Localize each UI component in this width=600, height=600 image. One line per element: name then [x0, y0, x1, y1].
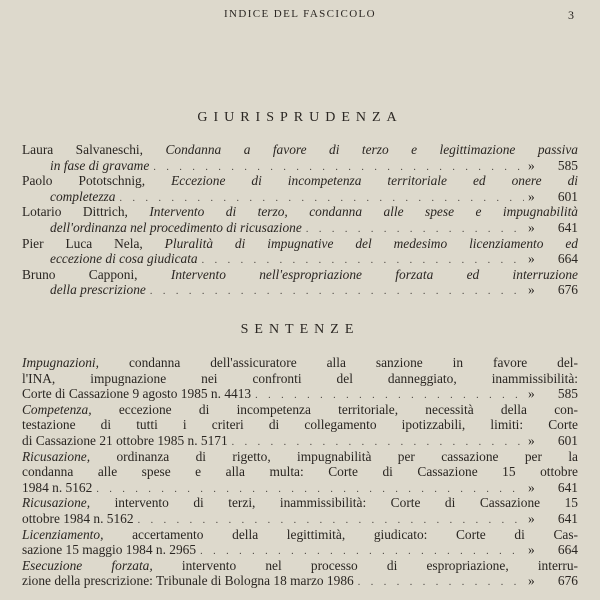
sentenze-list	[22, 355, 578, 589]
page-ref: 641	[557, 510, 578, 526]
article-title: Intervento di terzo, condanna alle spese e impugnabilità	[149, 204, 578, 220]
ditto-mark: »	[528, 157, 535, 173]
page-ref: 664	[557, 542, 578, 558]
ditto-mark: »	[528, 479, 535, 495]
entry-text: ordinanza di rigetto, impugnabilità per cassazione per la	[116, 448, 578, 464]
running-head	[0, 8, 600, 24]
entry-text: di Cassazione 21 ottobre 1985 n. 5171	[22, 432, 228, 448]
author-name: Pier Luca Nela,	[22, 235, 143, 251]
article-title: Pluralità di impugnative del medesimo licenziamento ed	[164, 235, 578, 251]
ditto-mark: »	[528, 573, 535, 589]
entry-text: testazione di tutti i criteri di collegamento ipotizzabili, limiti: Corte	[22, 417, 578, 433]
article-title: Condanna a favore di terzo e legittimazione passiva	[165, 142, 578, 157]
list-item	[22, 355, 578, 402]
list-item	[22, 402, 578, 449]
article-title: Intervento nell'espropriazione forzata ed interruzione	[170, 266, 578, 282]
entry-text: intervento nel processo di espropriazione, interru-	[181, 557, 578, 573]
list-item	[22, 495, 578, 526]
dot-leader	[150, 284, 524, 300]
author-name: Bruno Capponi,	[22, 266, 138, 282]
entry-term: Ricusazione,	[22, 448, 91, 464]
section-heading-sentenze: SENTENZE	[240, 322, 360, 337]
entry-term: Licenziamento,	[22, 526, 104, 542]
page-ref: 601	[557, 188, 578, 204]
article-title-continued: della prescrizione	[50, 282, 146, 298]
page-ref: 601	[557, 432, 578, 448]
author-name: Paolo Pototschnig,	[22, 173, 146, 189]
entry-text: condanna alle spese e alla multa: Corte di Cassazione 15 ottobre	[22, 464, 578, 480]
entry-text: intervento di terzi, inammissibilità: Corte di Cassazione 15	[114, 495, 578, 511]
entry-text: sazione 15 maggio 1984 n. 2965	[22, 542, 197, 558]
author-name: Laura Salvaneschi,	[22, 142, 143, 157]
entry-term: Ricusazione,	[22, 495, 91, 511]
entry-text: Corte di Cassazione 9 agosto 1985 n. 4413	[22, 386, 252, 402]
article-title: Eccezione di incompetenza territoriale ed onere di	[171, 173, 578, 189]
entry-text: ottobre 1984 n. 5162	[22, 510, 134, 526]
ditto-mark: »	[528, 219, 535, 235]
list-item	[22, 142, 578, 173]
page-ref: 676	[557, 573, 578, 589]
ditto-mark: »	[528, 386, 535, 402]
entry-text: eccezione di incompetenza territoriale, necessità della con-	[118, 401, 578, 417]
page-ref: 676	[557, 282, 578, 298]
ditto-mark: »	[528, 282, 535, 298]
page-ref: 641	[557, 219, 578, 235]
entry-text: zione della prescrizione: Tribunale di Bologna 18 marzo 1986	[22, 573, 354, 589]
entry-text: 1984 n. 5162	[22, 479, 93, 495]
entry-text: accertamento della legittimità, giudicato: Corte di Cas-	[132, 526, 579, 542]
entry-term: Impugnazioni,	[22, 355, 99, 370]
ditto-mark: »	[528, 510, 535, 526]
article-title-continued: completezza	[50, 188, 116, 204]
giurisprudenza-list	[22, 142, 578, 298]
article-title-continued: eccezione di cosa giudicata	[50, 251, 198, 267]
entry-text: l'INA, impugnazione nei confronti del danneggiato, inammissibilità:	[22, 370, 578, 386]
entry-term: Esecuzione forzata,	[22, 557, 153, 573]
list-item	[22, 527, 578, 558]
list-item	[22, 558, 578, 589]
list-item	[22, 236, 578, 267]
page-ref: 585	[557, 157, 578, 173]
list-item	[22, 449, 578, 496]
ditto-mark: »	[528, 432, 535, 448]
list-item	[22, 173, 578, 204]
list-item	[22, 204, 578, 235]
ditto-mark: »	[528, 188, 535, 204]
article-title-continued: dell'ordinanza nel procedimento di ricusazione	[50, 219, 302, 235]
author-name: Lotario Dittrich,	[22, 204, 128, 220]
ditto-mark: »	[528, 251, 535, 267]
page-ref: 641	[557, 479, 578, 495]
article-title-continued: in fase di gravame	[50, 157, 150, 173]
running-title: INDICE DEL FASCICOLO	[223, 8, 377, 20]
entry-text: condanna dell'assicuratore alla sanzione in favore del-	[128, 355, 578, 370]
entry-term: Competenza,	[22, 401, 92, 417]
page-ref: 664	[557, 251, 578, 267]
section-heading-giurisprudenza: GIURISPRUDENZA	[197, 110, 403, 125]
page-number: 3	[568, 8, 574, 22]
ditto-mark: »	[528, 542, 535, 558]
list-item	[22, 267, 578, 298]
page-ref: 585	[557, 386, 578, 402]
dot-leader	[358, 575, 524, 591]
